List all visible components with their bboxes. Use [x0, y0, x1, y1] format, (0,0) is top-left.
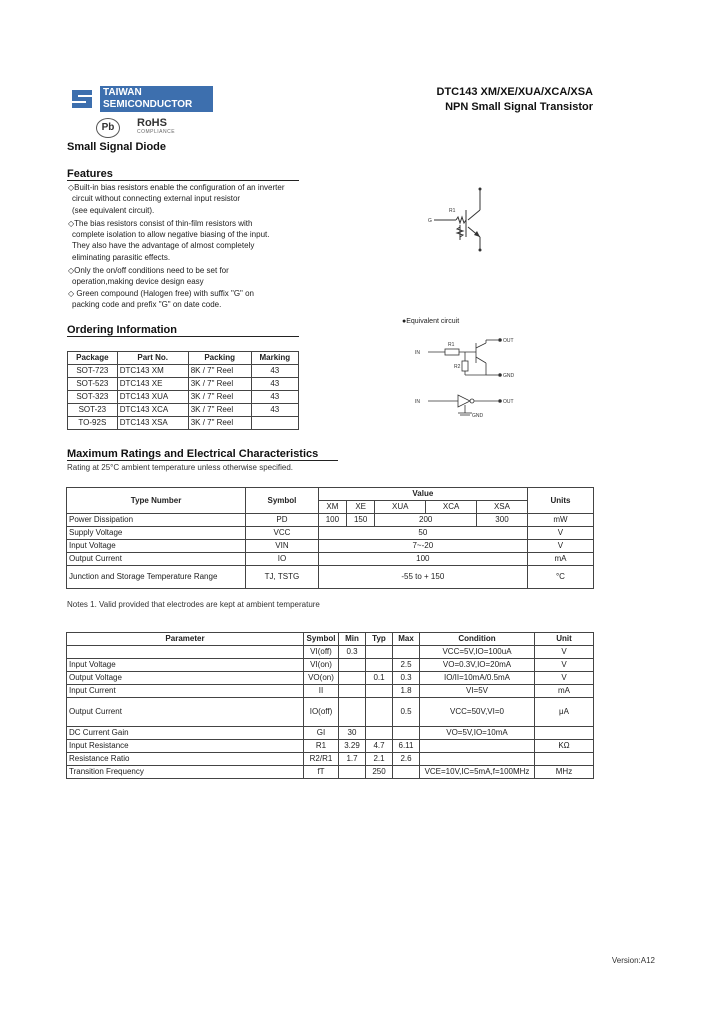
table-cell: Input Voltage [67, 659, 304, 672]
table-cell [535, 727, 594, 740]
table-cell: 2.5 [393, 659, 420, 672]
table-cell: II [304, 685, 339, 698]
eq-in-label-2: IN [415, 399, 420, 405]
table-cell: 6.11 [393, 740, 420, 753]
feature-line: packing code and prefix "G" on date code. [72, 299, 222, 309]
table-cell: 43 [251, 404, 298, 417]
rohs-sub: COMPLIANCE [137, 129, 176, 135]
table-cell: VO=5V,IO=10mA [420, 727, 535, 740]
features-list [68, 182, 308, 310]
transistor-symbol-icon [420, 185, 500, 255]
table-row [67, 698, 594, 727]
table-cell: V [535, 672, 594, 685]
table-cell [339, 698, 366, 727]
table-cell [420, 740, 535, 753]
footnote: Notes 1. Valid provided that electrodes are kept at ambient temperature [67, 600, 320, 609]
column-subheader: XSA [477, 501, 528, 514]
table-cell: VO(on) [304, 672, 339, 685]
electrical-table [66, 632, 594, 779]
table-cell: 200 [375, 514, 477, 527]
feature-line: ◇Only the on/off conditions need to be set for [68, 266, 229, 276]
table-row [67, 514, 594, 527]
table-cell: DTC143 XUA [117, 391, 188, 404]
table-row [67, 727, 594, 740]
table-cell [339, 672, 366, 685]
table-row [67, 566, 594, 589]
column-header: Marking [251, 352, 298, 365]
table-cell: TO-92S [68, 417, 118, 430]
table-cell: 100 [318, 514, 346, 527]
table-cell: 0.5 [393, 698, 420, 727]
feature-line: eliminating parasitic effects. [72, 252, 171, 262]
table-cell [339, 766, 366, 779]
table-cell: GI [304, 727, 339, 740]
table-cell: VCE=10V,IC=5mA,f=100MHz [420, 766, 535, 779]
feature-line: complete isolation to allow negative biasing of the input. [72, 230, 270, 240]
table-cell: PD [246, 514, 319, 527]
column-header: Condition [420, 633, 535, 646]
rating-note: Rating at 25°C ambient temperature unless otherwise specified. [67, 463, 293, 472]
table-header-row [67, 488, 594, 501]
column-header: Package [68, 352, 118, 365]
table-cell: 50 [318, 527, 527, 540]
equivalent-circuit-diagram [410, 335, 530, 425]
table-cell: 43 [251, 378, 298, 391]
eq-in-label: IN [415, 350, 420, 356]
table-row [67, 672, 594, 685]
table-cell: VCC [246, 527, 319, 540]
max-ratings-title: Maximum Ratings and Electrical Characteristics [67, 448, 338, 461]
table-cell: DTC143 XM [117, 365, 188, 378]
features-title: Features [67, 168, 299, 181]
ordering-title: Ordering Information [67, 324, 299, 337]
column-header: Type Number [67, 488, 246, 514]
table-cell: Output Current [67, 698, 304, 727]
company-name-line2: SEMICONDUCTOR [103, 99, 193, 110]
table-cell [366, 698, 393, 727]
table-cell: fT [304, 766, 339, 779]
table-cell: Input Voltage [67, 540, 246, 553]
table-cell: Output Voltage [67, 672, 304, 685]
table-cell: VI=5V [420, 685, 535, 698]
table-cell: VI(on) [304, 659, 339, 672]
table-cell: Input Resistance [67, 740, 304, 753]
rohs-mark: RoHS [137, 117, 167, 129]
table-cell: 8K / 7" Reel [188, 365, 251, 378]
table-cell: Input Current [67, 685, 304, 698]
table-cell: DTC143 XSA [117, 417, 188, 430]
version-label: Version:A12 [611, 956, 655, 965]
table-cell: SOT-323 [68, 391, 118, 404]
table-cell: μA [535, 698, 594, 727]
table-cell [393, 727, 420, 740]
table-cell: V [527, 540, 593, 553]
column-subheader: XUA [375, 501, 426, 514]
feature-line: (see equivalent circuit). [72, 205, 155, 215]
table-cell: VIN [246, 540, 319, 553]
table-cell: 0.3 [393, 672, 420, 685]
table-cell: SOT-23 [68, 404, 118, 417]
feature-line: ◇The bias resistors consist of thin-film resistors with [68, 218, 253, 228]
table-cell: 3K / 7" Reel [188, 391, 251, 404]
table-cell [67, 646, 304, 659]
table-row [67, 540, 594, 553]
table-cell: 100 [318, 553, 527, 566]
table-cell: SOT-723 [68, 365, 118, 378]
table-cell: Output Current [67, 553, 246, 566]
table-row [67, 753, 594, 766]
table-cell: 0.1 [366, 672, 393, 685]
column-subheader: XCA [426, 501, 477, 514]
table-row [67, 740, 594, 753]
table-cell: IO [246, 553, 319, 566]
table-row [67, 766, 594, 779]
table-cell: IO/II=10mA/0.5mA [420, 672, 535, 685]
table-cell [366, 727, 393, 740]
table-cell: Junction and Storage Temperature Range [67, 566, 246, 589]
table-cell: V [535, 646, 594, 659]
table-cell [393, 646, 420, 659]
table-row [67, 646, 594, 659]
column-subheader: XE [347, 501, 375, 514]
column-header: Min [339, 633, 366, 646]
table-cell: DC Current Gain [67, 727, 304, 740]
table-row [67, 527, 594, 540]
column-header: Symbol [304, 633, 339, 646]
table-cell: VCC=50V,VI=0 [420, 698, 535, 727]
table-cell: VO=0.3V,IO=20mA [420, 659, 535, 672]
table-cell: 3.29 [339, 740, 366, 753]
column-header: Parameter [67, 633, 304, 646]
company-name-line1: TAIWAN [103, 87, 142, 98]
table-cell [251, 417, 298, 430]
eq-gnd-label-2: GND [472, 413, 484, 419]
company-logo-icon [68, 86, 96, 112]
table-cell: 3K / 7" Reel [188, 404, 251, 417]
pb-free-icon [96, 118, 120, 138]
table-cell: VCC=5V,IO=100uA [420, 646, 535, 659]
column-subheader: XM [318, 501, 346, 514]
table-cell [366, 646, 393, 659]
table-row [67, 685, 594, 698]
table-cell: mW [527, 514, 593, 527]
table-cell: °C [527, 566, 593, 589]
part-subtitle: NPN Small Signal Transistor [445, 101, 593, 113]
table-row [68, 417, 299, 430]
eq-out-label: OUT [503, 338, 514, 344]
table-cell [339, 659, 366, 672]
table-cell: 3K / 7" Reel [188, 378, 251, 391]
table-header-row [67, 633, 594, 646]
column-header: Max [393, 633, 420, 646]
pb-free-label: Pb [101, 122, 115, 133]
eq-r2-label: R2 [454, 364, 461, 370]
table-cell: MHz [535, 766, 594, 779]
table-cell: 7~-20 [318, 540, 527, 553]
column-header: Part No. [117, 352, 188, 365]
table-cell: SOT-523 [68, 378, 118, 391]
column-header: Value [318, 488, 527, 501]
column-header: Units [527, 488, 593, 514]
table-cell: DTC143 XE [117, 378, 188, 391]
table-row [68, 404, 299, 417]
eq-r1-label: R1 [448, 342, 455, 348]
table-cell [366, 659, 393, 672]
table-cell: DTC143 XCA [117, 404, 188, 417]
equivalent-circuit-title: ●Equivalent circuit [402, 318, 460, 325]
table-cell: 1.7 [339, 753, 366, 766]
column-header: Unit [535, 633, 594, 646]
eq-out-label-2: OUT [503, 399, 514, 405]
table-cell: 3K / 7" Reel [188, 417, 251, 430]
column-header: Typ [366, 633, 393, 646]
table-cell: Transition Frequency [67, 766, 304, 779]
column-header: Symbol [246, 488, 319, 514]
column-header: Packing [188, 352, 251, 365]
table-cell: 2.1 [366, 753, 393, 766]
table-cell: mA [535, 685, 594, 698]
table-cell: 4.7 [366, 740, 393, 753]
table-cell: 2.6 [393, 753, 420, 766]
table-cell: TJ, TSTG [246, 566, 319, 589]
max-ratings-table [66, 487, 594, 589]
table-row [68, 391, 299, 404]
symbol-g-label: G [428, 218, 432, 224]
table-header-row [68, 352, 299, 365]
table-cell: Resistance Ratio [67, 753, 304, 766]
table-row [68, 365, 299, 378]
part-title: DTC143 XM/XE/XUA/XCA/XSA [436, 86, 593, 98]
symbol-r1-label: R1 [449, 208, 456, 214]
table-cell [339, 685, 366, 698]
feature-line: ◇ Green compound (Halogen free) with suffix "G" on [68, 288, 254, 298]
feature-line: circuit without connecting external input resistor [72, 194, 241, 204]
company-name [100, 86, 213, 112]
table-cell: 0.3 [339, 646, 366, 659]
eq-gnd-label: GND [503, 373, 515, 379]
table-cell [366, 685, 393, 698]
table-cell: mA [527, 553, 593, 566]
table-cell: 150 [347, 514, 375, 527]
ordering-table [67, 351, 299, 430]
table-cell: 250 [366, 766, 393, 779]
table-cell: Supply Voltage [67, 527, 246, 540]
table-cell: R2/R1 [304, 753, 339, 766]
table-cell: VI(off) [304, 646, 339, 659]
table-cell [393, 766, 420, 779]
table-cell: 1.8 [393, 685, 420, 698]
table-cell: 43 [251, 391, 298, 404]
table-cell: 300 [477, 514, 528, 527]
table-cell: IO(off) [304, 698, 339, 727]
feature-line: operation,making device design easy [72, 277, 204, 287]
table-cell: 30 [339, 727, 366, 740]
table-cell: KΩ [535, 740, 594, 753]
feature-line: They also have the advantage of almost completely [72, 241, 255, 251]
feature-line: ◇Built-in bias resistors enable the configuration of an inverter [68, 183, 285, 192]
doc-title: Small Signal Diode [67, 141, 167, 153]
table-cell [535, 753, 594, 766]
table-cell: V [527, 527, 593, 540]
table-cell: -55 to + 150 [318, 566, 527, 589]
table-row [67, 659, 594, 672]
table-cell: V [535, 659, 594, 672]
table-row [67, 553, 594, 566]
table-cell: R1 [304, 740, 339, 753]
table-cell: Power Dissipation [67, 514, 246, 527]
table-cell [420, 753, 535, 766]
table-row [68, 378, 299, 391]
table-cell: 43 [251, 365, 298, 378]
